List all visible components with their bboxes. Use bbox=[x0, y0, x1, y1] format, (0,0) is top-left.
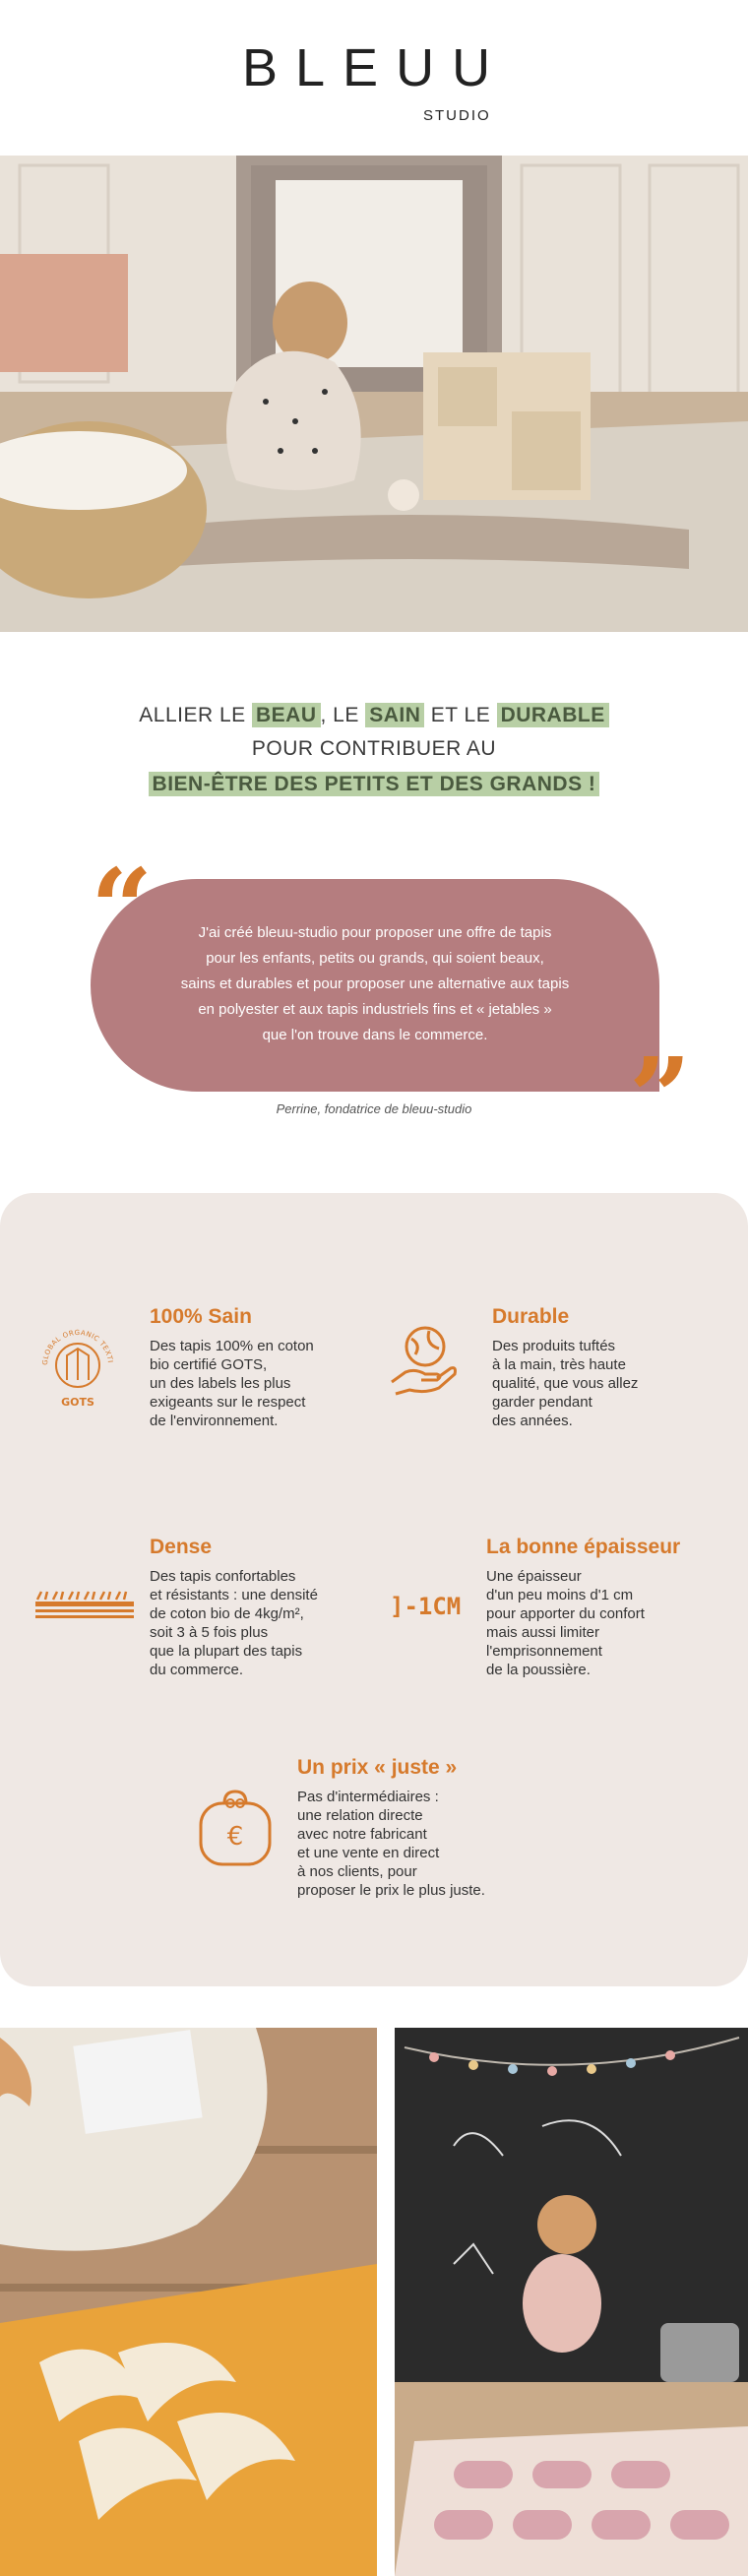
header bbox=[0, 0, 748, 156]
quote-line: J'ai créé bleuu-studio pour proposer une offre de tapis bbox=[198, 924, 552, 941]
feature-prix bbox=[297, 1756, 553, 1900]
feature-body: Des produits tuftés à la main, très haute qualité, que vous allez garder pendant des années. bbox=[492, 1338, 639, 1429]
thickness-icon bbox=[390, 1589, 468, 1627]
highlight-beau: BEAU bbox=[252, 703, 321, 727]
pink-rug-illustration bbox=[395, 2028, 748, 2576]
tagline-highlight-wellbeing: BIEN-ÊTRE DES PETITS ET DES GRANDS ! bbox=[149, 772, 600, 796]
hero-illustration bbox=[0, 156, 748, 632]
svg-text:€: € bbox=[226, 1822, 244, 1852]
feature-body: Des tapis 100% en coton bio certifié GOTS, un des labels les plus exigeants sur le respect de l'environnement. bbox=[150, 1338, 314, 1429]
highlight-durable: DURABLE bbox=[497, 703, 609, 727]
features-panel bbox=[0, 1193, 748, 1986]
feature-title: Un prix « juste » bbox=[297, 1756, 458, 1779]
gots-ring-text: GLOBAL ORGANIC TEXTI bbox=[40, 1328, 114, 1366]
yellow-rug-illustration bbox=[0, 2028, 377, 2576]
close-quote-icon: ” bbox=[629, 1034, 692, 1161]
tagline-text: , LE bbox=[320, 704, 366, 726]
quote-signature: Perrine, fondatrice de bleuu-studio bbox=[276, 1101, 472, 1116]
brand-logo[interactable]: BLEUU bbox=[242, 38, 509, 97]
feature-title: 100% Sain bbox=[150, 1305, 252, 1328]
tagline-line-2: POUR CONTRIBUER AU bbox=[251, 737, 497, 760]
quote-line: que l'on trouve dans le commerce. bbox=[262, 1027, 488, 1043]
product-photo-yellow-rug[interactable] bbox=[0, 2028, 377, 2576]
open-quote-icon: “ bbox=[91, 845, 154, 972]
feature-body: Des tapis confortables et résistants : une densité de coton bio de 4kg/m², soit 3 à 5 fois plus que la plupart des tapis du commerce. bbox=[150, 1568, 318, 1678]
feature-title: Durable bbox=[492, 1305, 570, 1328]
globe-hand-icon bbox=[386, 1323, 465, 1407]
product-photo-pink-rug[interactable] bbox=[395, 2028, 748, 2576]
feature-body: Pas d'intermédiaires : une relation directe avec notre fabricant et une vente en direct à nos clients, pour proposer le prix le plus juste. bbox=[297, 1789, 485, 1899]
founder-quote bbox=[91, 879, 659, 1092]
thickness-label: ]-1CM bbox=[390, 1593, 462, 1620]
feature-body: Une épaisseur d'un peu moins d'1 cm pour apporter du confort mais aussi limiter l'emprisonnement de la poussière. bbox=[486, 1568, 645, 1678]
feature-title: Dense bbox=[150, 1536, 213, 1558]
feature-title: La bonne épaisseur bbox=[486, 1536, 681, 1558]
brand-logo-sub: STUDIO bbox=[423, 107, 491, 124]
dense-rug-icon bbox=[33, 1590, 136, 1632]
gots-badge-icon bbox=[39, 1321, 116, 1414]
quote-line: en polyester et aux tapis industriels fins et « jetables » bbox=[198, 1001, 552, 1018]
feature-durable bbox=[492, 1305, 699, 1430]
feature-sain bbox=[150, 1305, 356, 1430]
tagline bbox=[0, 699, 748, 801]
tagline-text: ET LE bbox=[424, 704, 497, 726]
highlight-sain: SAIN bbox=[365, 703, 424, 727]
gots-label: GOTS bbox=[61, 1396, 94, 1409]
feature-dense bbox=[150, 1536, 356, 1679]
euro-purse-icon bbox=[197, 1788, 274, 1871]
tagline-text: ALLIER LE bbox=[139, 704, 252, 726]
feature-epaisseur bbox=[486, 1536, 713, 1679]
quote-line: sains et durables et pour proposer une alternative aux tapis bbox=[180, 975, 570, 992]
quote-line: pour les enfants, petits ou grands, qui soient beaux, bbox=[206, 950, 544, 967]
hero-photo[interactable] bbox=[0, 156, 748, 632]
